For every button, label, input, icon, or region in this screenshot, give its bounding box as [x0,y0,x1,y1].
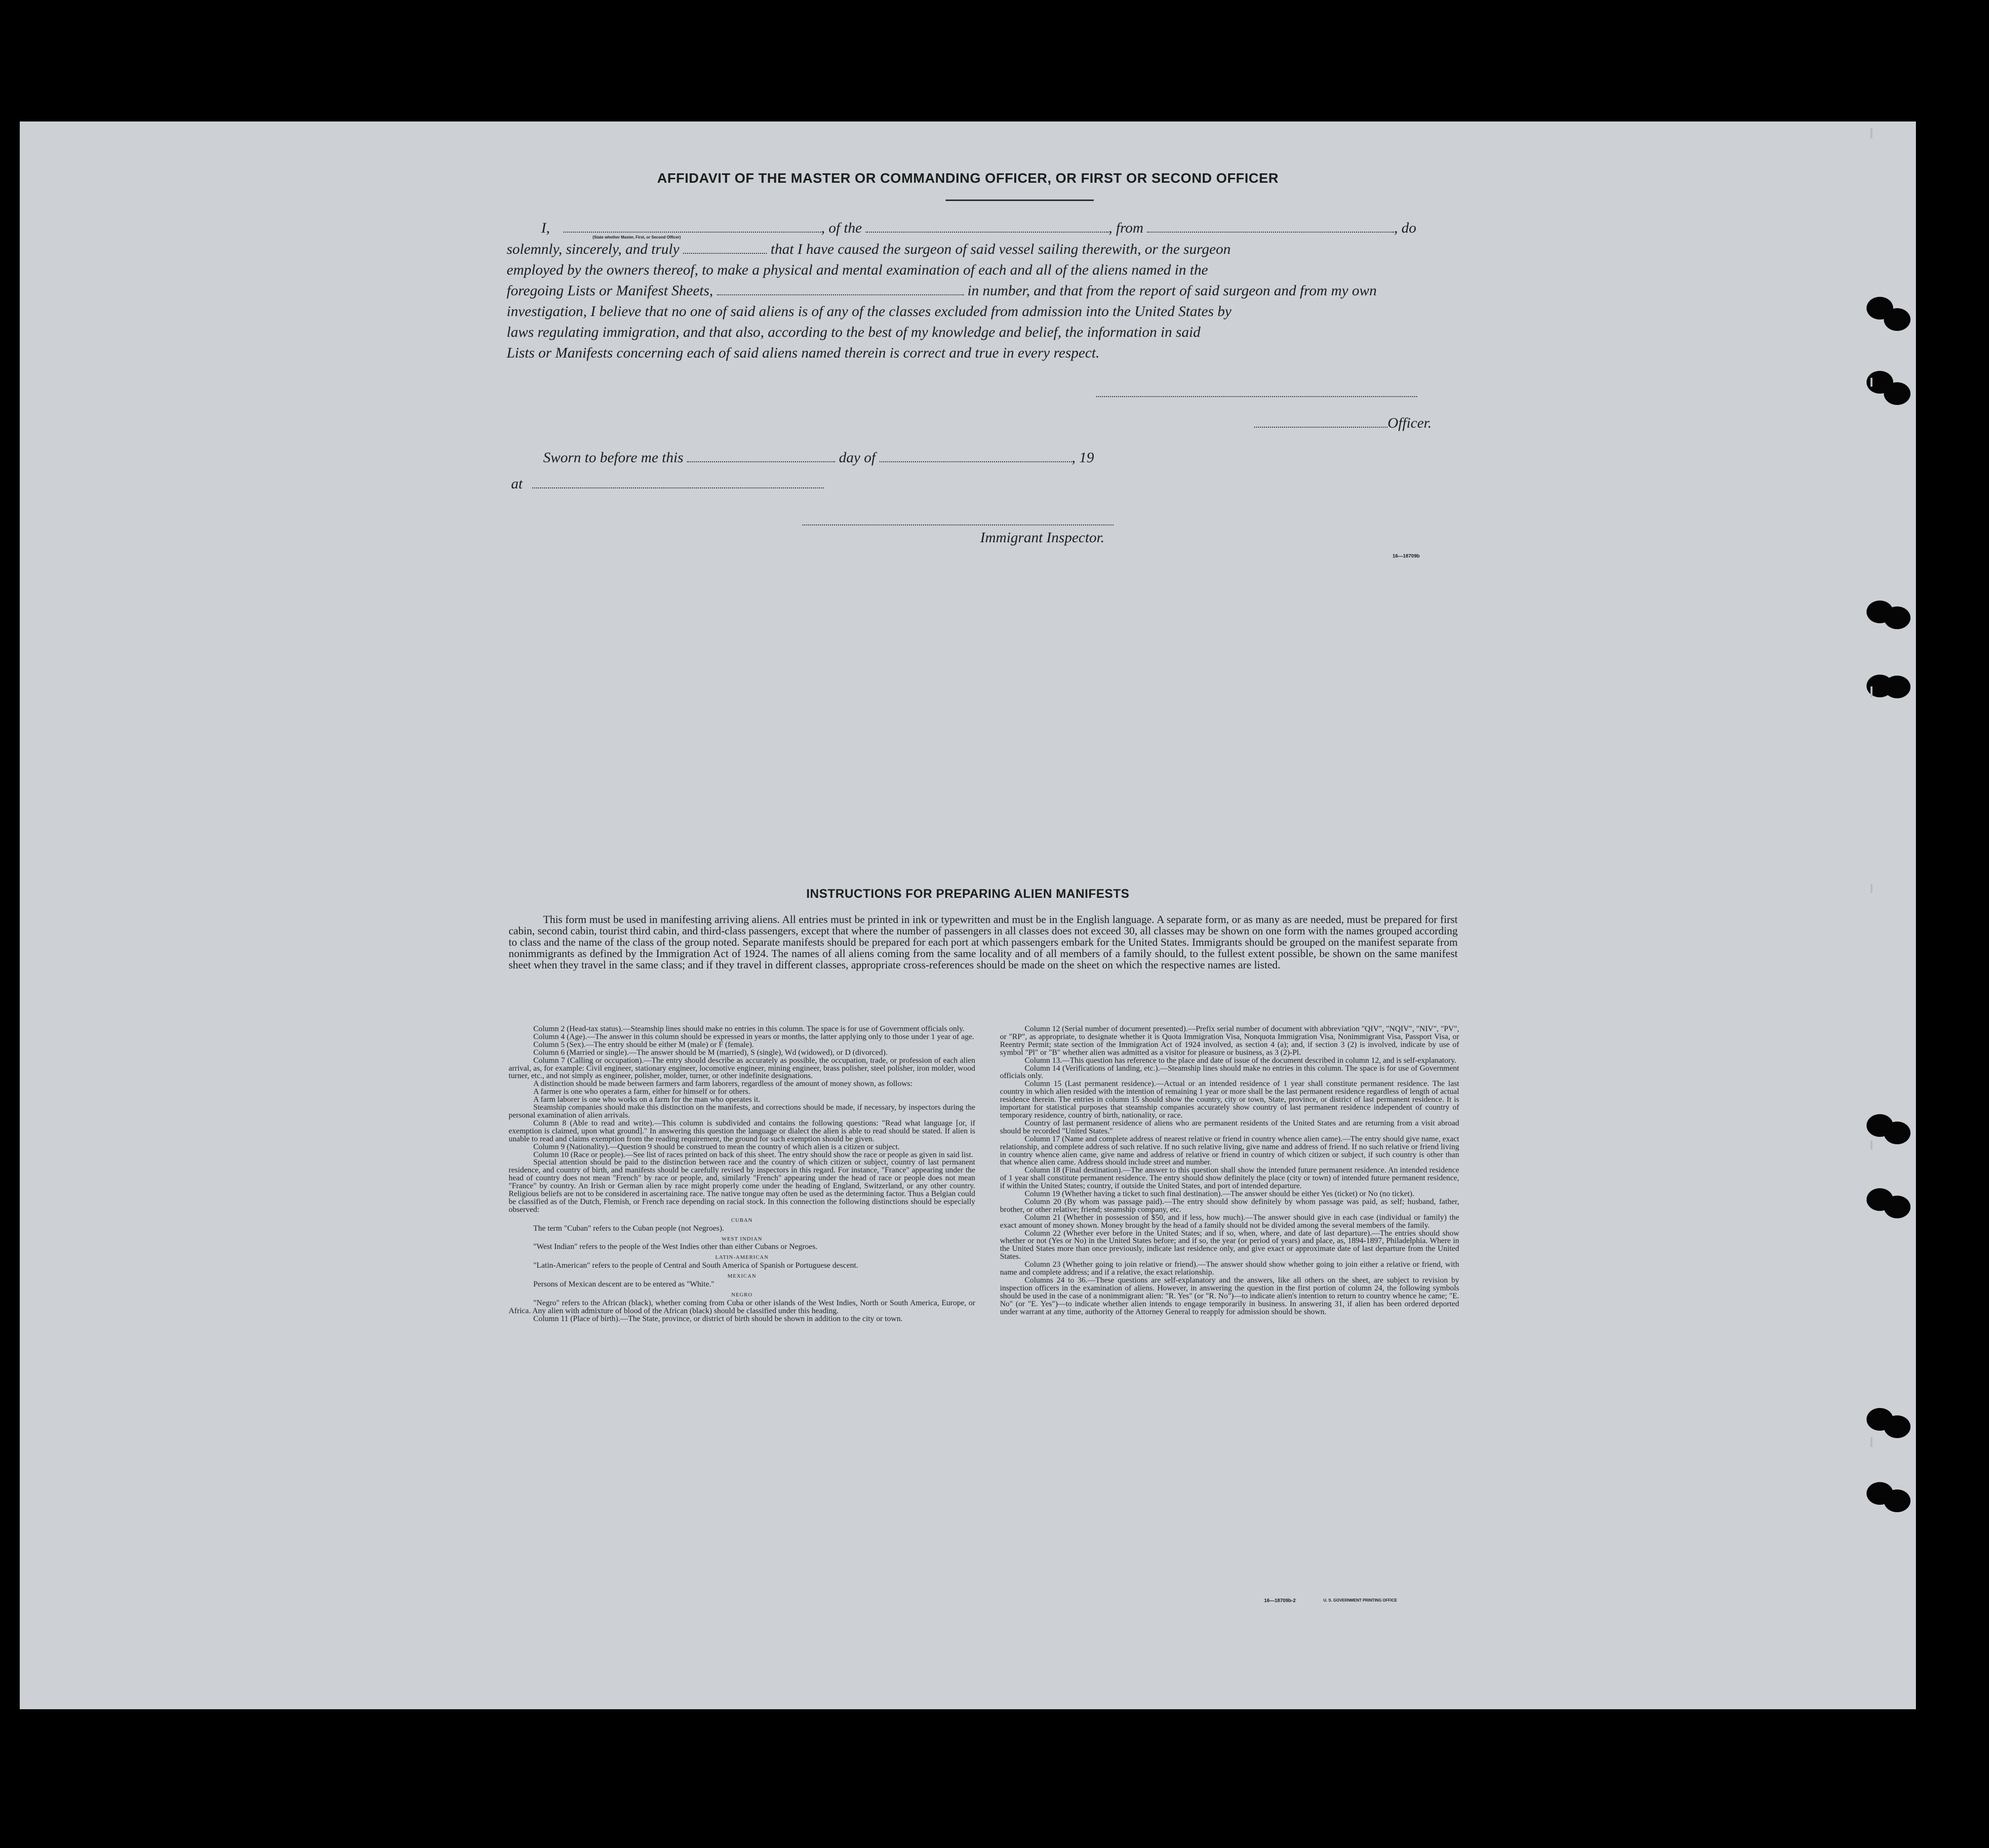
instruction-paragraph: Column 14 (Verifications of landing, etc.).—Steamship lines should make no entries in this column. The space is for use of Government officials only. [1000,1064,1459,1081]
year-prefix-label: , 19 [1072,449,1094,466]
instruction-paragraph: Column 8 (Able to read and write).—This column is subdivided and contains the following questions: "Read what language [or, if exemption is claimed, upon what ground]." In answering this question the language or dialect the alien is able to read should be stated. If alien is unable to read and claims exemption from the reading requirement, the ground for such exemption should be given. [509,1119,975,1143]
instruction-paragraph: Column 12 (Serial number of document presented).—Prefix serial number of document with abbreviation "QIV", "NQIV", "NIV", "PV", or "RP", as appropriate, to designate whether it is Quota Immigration Visa, Nonquota Immigration Visa, Nonimmigrant Visa, Passport Visa, or Reentry Permit; state section of the Immigration Act of 1924 involved, as section 4 (a); and, if section 3 (2) is involved, indicate by use of symbol "Pl" or "B" whether alien was admitted as a visitor for pleasure or business, as 3 (2)-Pl. [1000,1025,1459,1057]
instruction-paragraph: Column 17 (Name and complete address of nearest relative or friend in country whence alien came).—The entry should give name, exact relationship, and complete address of such relative. If no such relative living, give name and address of friend. If no such relative or friend living in country whence alien came, give name and address of relative or friend in country of which citizen or subject, if such country is other than that whence alien came. Address should include street and number. [1000,1134,1459,1167]
affidavit-word-of-the: , of the [821,220,862,236]
instruction-paragraph: Special attention should be paid to the distinction between race and the country of which citizen or subject, country of last permanent residence, and country of birth, and manifests should be carefully revised by inspectors in this regard. For instance, "France" appearing under the head of country does not mean "French" by race or people, and, similarly "French" appearing under the head of race or people does not mean "France" by country. An Irish or German alien by race might properly come under the heading of England, Switzerland, or any other country. Religious beliefs are not to be considered in ascertaining race. The native tongue may often be used as the determining factor. Thus a Belgian could be classified as of the Dutch, Flemish, or French race depending on racial stock. In this connection the following distinctions should be especially observed: [509,1158,975,1214]
footer-form-code: 16—18709b-2 [1264,1598,1296,1604]
affidavit-line-7: Lists or Manifests concerning each of said aliens named therein is correct and true in every respect. [507,345,1100,361]
edge-mark [1870,128,1872,138]
instruction-paragraph: Column 19 (Whether having a ticket to such final destination).—The answer should be either Yes (ticket) or No (no ticket). [1025,1190,1415,1199]
instruction-paragraph: Column 6 (Married or single).—The answer should be M (married), S (single), Wd (widowed), or D (divorced). [533,1048,888,1057]
instructions-title: INSTRUCTIONS FOR PREPARING ALIEN MANIFESTS [806,887,1130,901]
officer-rank-field[interactable] [563,221,821,233]
departure-port-field[interactable] [1147,221,1394,233]
subheading-latin-american: LATIN-AMERICAN [715,1254,769,1261]
subheading-cuban: CUBAN [731,1217,753,1223]
inspector-label: Immigrant Inspector. [980,529,1105,546]
instruction-paragraph: Column 20 (By whom was passage paid).—The entry should show definitely by whom passage was paid, as self; husband, father, brother, or other relative; friend; steamship company, etc. [1000,1197,1459,1214]
instruction-paragraph: Columns 24 to 36.—These questions are self-explanatory and the answers, like all others on the sheet, are subject to revision by inspection officers in the examination of aliens. However, in answering the question in the first portion of column 24, the following symbols should be used in the case of a nonimmigrant alien: "R. Yes" (or "R. No")—to indicate alien's intention to return to country whence he came; "E. No" (or "E. Yes")—to indicate whether alien intends to engage temporarily in business. In answering 31, if alien has been ordered deported under warrant at any time, authority of the Attorney General to reapply for admission should be shown. [1000,1276,1459,1316]
instruction-paragraph: Column 15 (Last permanent residence).—Actual or an intended residence of 1 year shall constitute permanent residence. The last country in which alien resided with the intention of remaining 1 year or more shall be the last permanent residence regardless of length of actual residence therein. The entries in column 15 should show the country, city or town, State, province, or district of last permanent residence. It is important for statistical purposes that steamship companies accurately show country of last permanent residence independent of country of temporary residence, country of birth, nationality, or race. [1000,1080,1459,1120]
instruction-paragraph: Column 23 (Whether going to join relative or friend).—The answer should show whether going to join either a relative or friend, with name and complete address; and if a relative, the exact relationship. [1000,1260,1459,1277]
instruction-paragraph: Column 10 (Race or people).—See list of races printed on back of this sheet. The entry should show the race or people as given in said list. [533,1150,973,1159]
sworn-place-field[interactable] [532,477,824,488]
affidavit-word-from: , from [1109,220,1144,236]
affidavit-word-i: I, [541,220,550,236]
sworn-line [543,447,1094,468]
instruction-paragraph: "West Indian" refers to the people of the West Indies other than either Cubans or Negroes. [533,1243,818,1251]
instructions-right-column [1000,1025,1459,1316]
instruction-paragraph: Column 21 (Whether in possession of $50, and if less, how much).—The answer should give in each case (individual or family) the exact amount of money shown. Money brought by the head of a family should not be divided among the several members of the family. [1000,1213,1459,1230]
officer-signature-block [1254,413,1432,434]
vessel-name-field[interactable] [866,221,1109,233]
affidavit-line-3: employed by the owners thereof, to make a physical and mental examination of each and all of the aliens named in the [507,262,1208,278]
sworn-day-field[interactable] [687,450,835,462]
binder-hole [1884,676,1910,698]
instruction-paragraph: A distinction should be made between farmers and farm laborers, regardless of the amount of money shown, as follows: [533,1080,913,1088]
instruction-paragraph: The term "Cuban" refers to the Cuban people (not Negroes). [533,1224,724,1233]
officer-signature-line-1[interactable] [1096,396,1417,397]
affidavit-line-6: laws regulating immigration, and that also, according to the best of my knowledge and belief, the information in said [507,324,1201,340]
instruction-paragraph: Column 2 (Head-tax status).—Steamship lines should make no entries in this column. The space is for use of Government officials only. [533,1025,965,1033]
affidavit-text: in number, and that from the report of said surgeon and from my own [967,282,1377,299]
instruction-paragraph: Column 11 (Place of birth).—The State, province, or district of birth should be shown in addition to the city or town. [533,1314,903,1323]
sworn-month-field[interactable] [879,450,1072,462]
instruction-paragraph: A farmer is one who operates a farm, either for himself or for others. [533,1087,751,1096]
edge-mark [1870,686,1872,697]
at-label: at [511,476,523,492]
binder-hole [1884,308,1910,331]
binder-hole [1884,1196,1910,1218]
document-page [20,121,1916,1709]
instruction-paragraph: "Latin-American" refers to the people of Central and South America of Spanish or Portuguese descent. [533,1261,858,1270]
edge-mark [1870,884,1872,893]
day-of-label: day of [838,449,876,466]
affidavit-line-5: investigation, I believe that no one of said aliens is of any of the classes excluded from admission into the United States by [507,303,1232,320]
instruction-paragraph: Column 22 (Whether ever before in the United States; and if so, when, where, and date of last departure).—The entries should show whether or not (Yes or No) in the United States before; and if so, the year (or period of years) and place, as, 1894-1897, Philadelphia. Where in the United States more than once previously, indicate last residence only, and give exact or approximate date of last departure from the United States. [1000,1229,1459,1261]
officer-signature-line-2[interactable] [1254,416,1388,428]
oath-type-field[interactable] [683,242,767,254]
affidavit-word-do: , do [1394,220,1417,236]
binder-hole [1884,1415,1910,1438]
sworn-label: Sworn to before me this [543,449,683,466]
instruction-paragraph: Column 9 (Nationality).—Question 9 should be construed to mean the country of which alien is a citizen or subject. [533,1142,900,1151]
instructions-left-column [509,1025,975,1323]
instruction-paragraph: Column 18 (Final destination).—The answer to this question shall show the intended future permanent residence. An intended residence of 1 year shall constitute permanent residence. The entry should show definitely the place (city or town) of intended future permanent residence, if within the United States; country, if outside the United States, and port of intended departure. [1000,1166,1459,1191]
instructions-intro: This form must be used in manifesting arriving aliens. All entries must be printed in ink or typewritten and must be in the English language. A separate form, or as many as are needed, must be prepared for first cabin, second cabin, tourist third cabin, and third-class passengers, except that where the number of passengers in all classes does not exceed 30, all classes may be shown on one form with the names grouped according to class and the name of the class of the group noted. Separate manifests should be prepared for each port at which passengers embark for the United States. Immigrants should be grouped on the manifest separate from nonimmigrants as defined by the Immigration Act of 1924. The names of all aliens coming from the same locality and of all members of a family should, to the fullest extent possible, be shown on the same manifest sheet when they travel in the same class; and if they travel in different classes, appropriate cross-references should be made on the sheet on which the respective names are listed. [509,913,1458,971]
binder-hole [1884,1122,1910,1144]
officer-label: Officer. [1388,415,1432,431]
instruction-paragraph: Column 7 (Calling or occupation).—The entry should describe as accurately as possible, the occupation, trade, or profession of each alien arrival, as, for example: Civil engineer, stationary engineer, locomotive engineer, mining engineer, brass polisher, steel polisher, iron molder, wood turner, etc., and not simply as engineer, polisher, molder, turner, or other indefinite designations. [509,1056,975,1081]
affidavit-form-code: 16—18709b [1392,554,1420,559]
instruction-paragraph: Column 5 (Sex).—The entry should be either M (male) or F (female). [533,1040,754,1049]
affidavit-text: solemnly, sincerely, and truly [507,241,679,257]
affidavit-text: foregoing Lists or Manifest Sheets, [507,282,714,299]
subheading-mexican: MEXICAN [727,1273,756,1280]
subheading-negro: NEGRO [731,1292,753,1298]
edge-mark [1870,1437,1872,1447]
binder-hole [1884,1489,1910,1512]
inspector-signature-line[interactable] [802,524,1114,525]
instruction-paragraph: Column 13.—This question has reference to the place and date of issue of the document described in column 12, and is self-explanatory. [1025,1056,1457,1065]
affidavit-title: AFFIDAVIT OF THE MASTER OR COMMANDING OFFICER, OR FIRST OR SECOND OFFICER [657,170,1279,186]
sworn-place-line [511,474,824,494]
affidavit-line-4 [507,281,1377,301]
alien-count-field[interactable] [717,283,964,295]
edge-mark [1870,1141,1872,1150]
binder-hole [1884,382,1910,405]
affidavit-line-2 [507,239,1231,260]
edge-mark [1870,378,1872,387]
instruction-paragraph: "Negro" refers to the African (black), whether coming from Cuba or other islands of the West Indies, North or South America, Europe, or Africa. Any alien with admixture of blood of the African (black) should be classified under this heading. [509,1298,975,1315]
title-underline [946,200,1094,201]
instruction-paragraph: A farm laborer is one who works on a farm for the man who operates it. [533,1095,760,1104]
instruction-paragraph: Column 4 (Age).—The answer in this column should be expressed in years or months, the latter applying only to those under 1 year of age. [533,1032,974,1041]
affidavit-text: that I have caused the surgeon of said vessel sailing therewith, or the surgeon [770,241,1231,257]
rank-instruction-note: (State whether Master, First, or Second Officer) [593,235,681,240]
binder-hole [1884,606,1910,629]
footer-printing-office: U. S. GOVERNMENT PRINTING OFFICE [1323,1598,1397,1603]
subheading-west-indian: WEST INDIAN [721,1236,762,1242]
instruction-paragraph: Persons of Mexican descent are to be entered as "White." [533,1280,715,1289]
instruction-paragraph: Country of last permanent residence of aliens who are permanent residents of the United States and are returning from a visit abroad should be recorded "United States." [1000,1119,1459,1135]
instruction-paragraph: Steamship companies should make this distinction on the manifests, and corrections should be made, if necessary, by inspectors during the personal examination of alien arrivals. [509,1103,975,1120]
